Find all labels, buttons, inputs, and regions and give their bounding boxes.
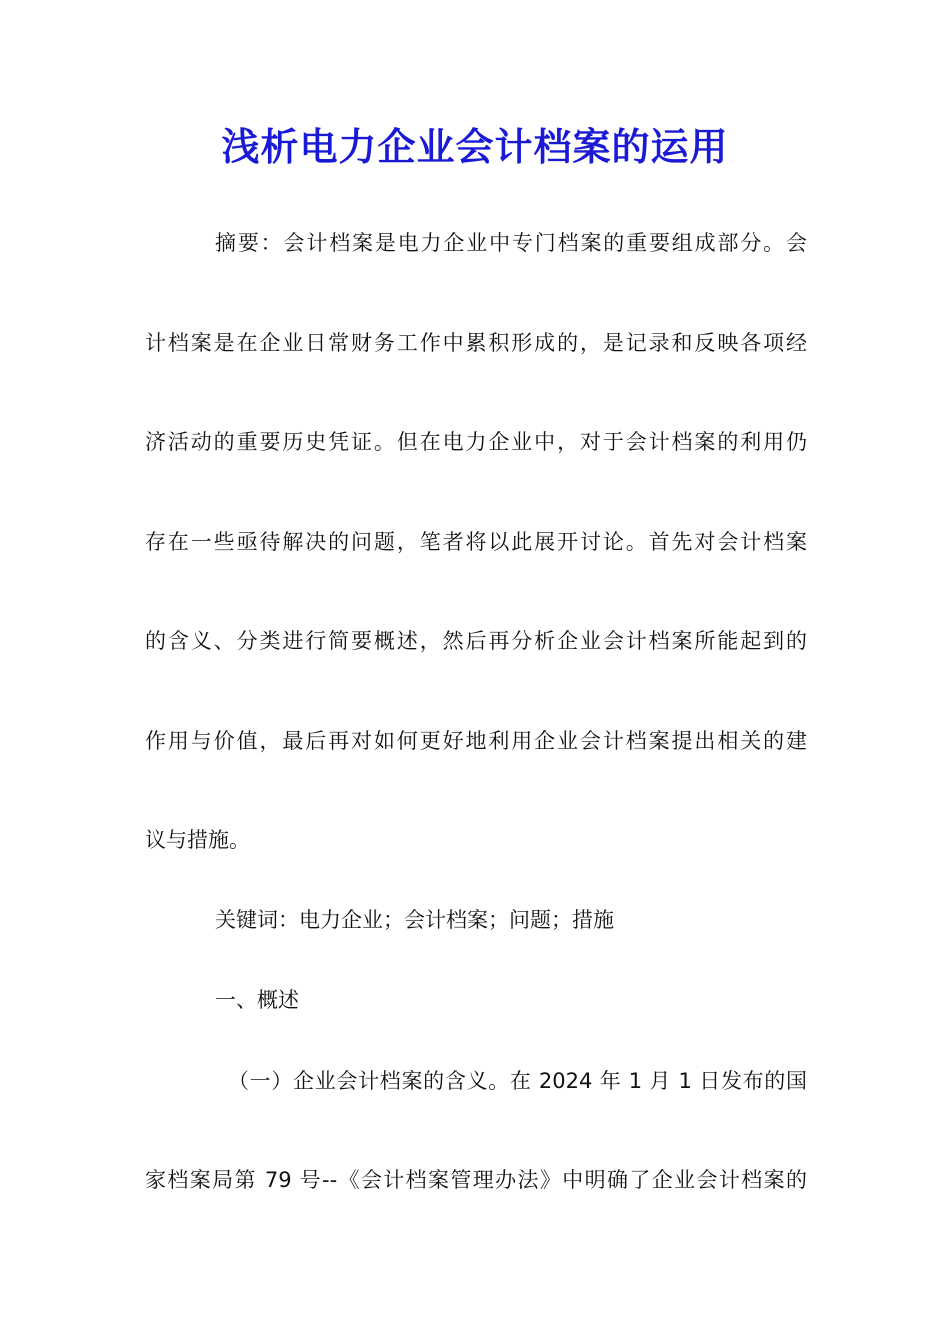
body-line-1: （一）企业会计档案的含义。在 2024 年 1 月 1 日发布的国 bbox=[228, 1069, 807, 1093]
abstract-line-5: 的含义、分类进行简要概述，然后再分析企业会计档案所能起到的 bbox=[145, 629, 807, 653]
section-heading: 一、概述 bbox=[215, 988, 299, 1012]
abstract-line-2: 计档案是在企业日常财务工作中累积形成的，是记录和反映各项经 bbox=[145, 331, 807, 355]
document-title: 浅析电力企业会计档案的运用 bbox=[221, 125, 729, 169]
body-line-2: 家档案局第 79 号--《会计档案管理办法》中明确了企业会计档案的 bbox=[145, 1168, 807, 1192]
keywords-line: 关键词：电力企业；会计档案；问题；措施 bbox=[215, 908, 614, 932]
abstract-line-7: 议与措施。 bbox=[145, 828, 250, 852]
abstract-line-1: 摘要：会计档案是电力企业中专门档案的重要组成部分。会 bbox=[215, 231, 807, 255]
abstract-line-4: 存在一些亟待解决的问题，笔者将以此展开讨论。首先对会计档案 bbox=[145, 530, 807, 554]
abstract-line-3: 济活动的重要历史凭证。但在电力企业中，对于会计档案的利用仍 bbox=[145, 430, 807, 454]
abstract-line-6: 作用与价值，最后再对如何更好地利用企业会计档案提出相关的建 bbox=[145, 729, 807, 753]
